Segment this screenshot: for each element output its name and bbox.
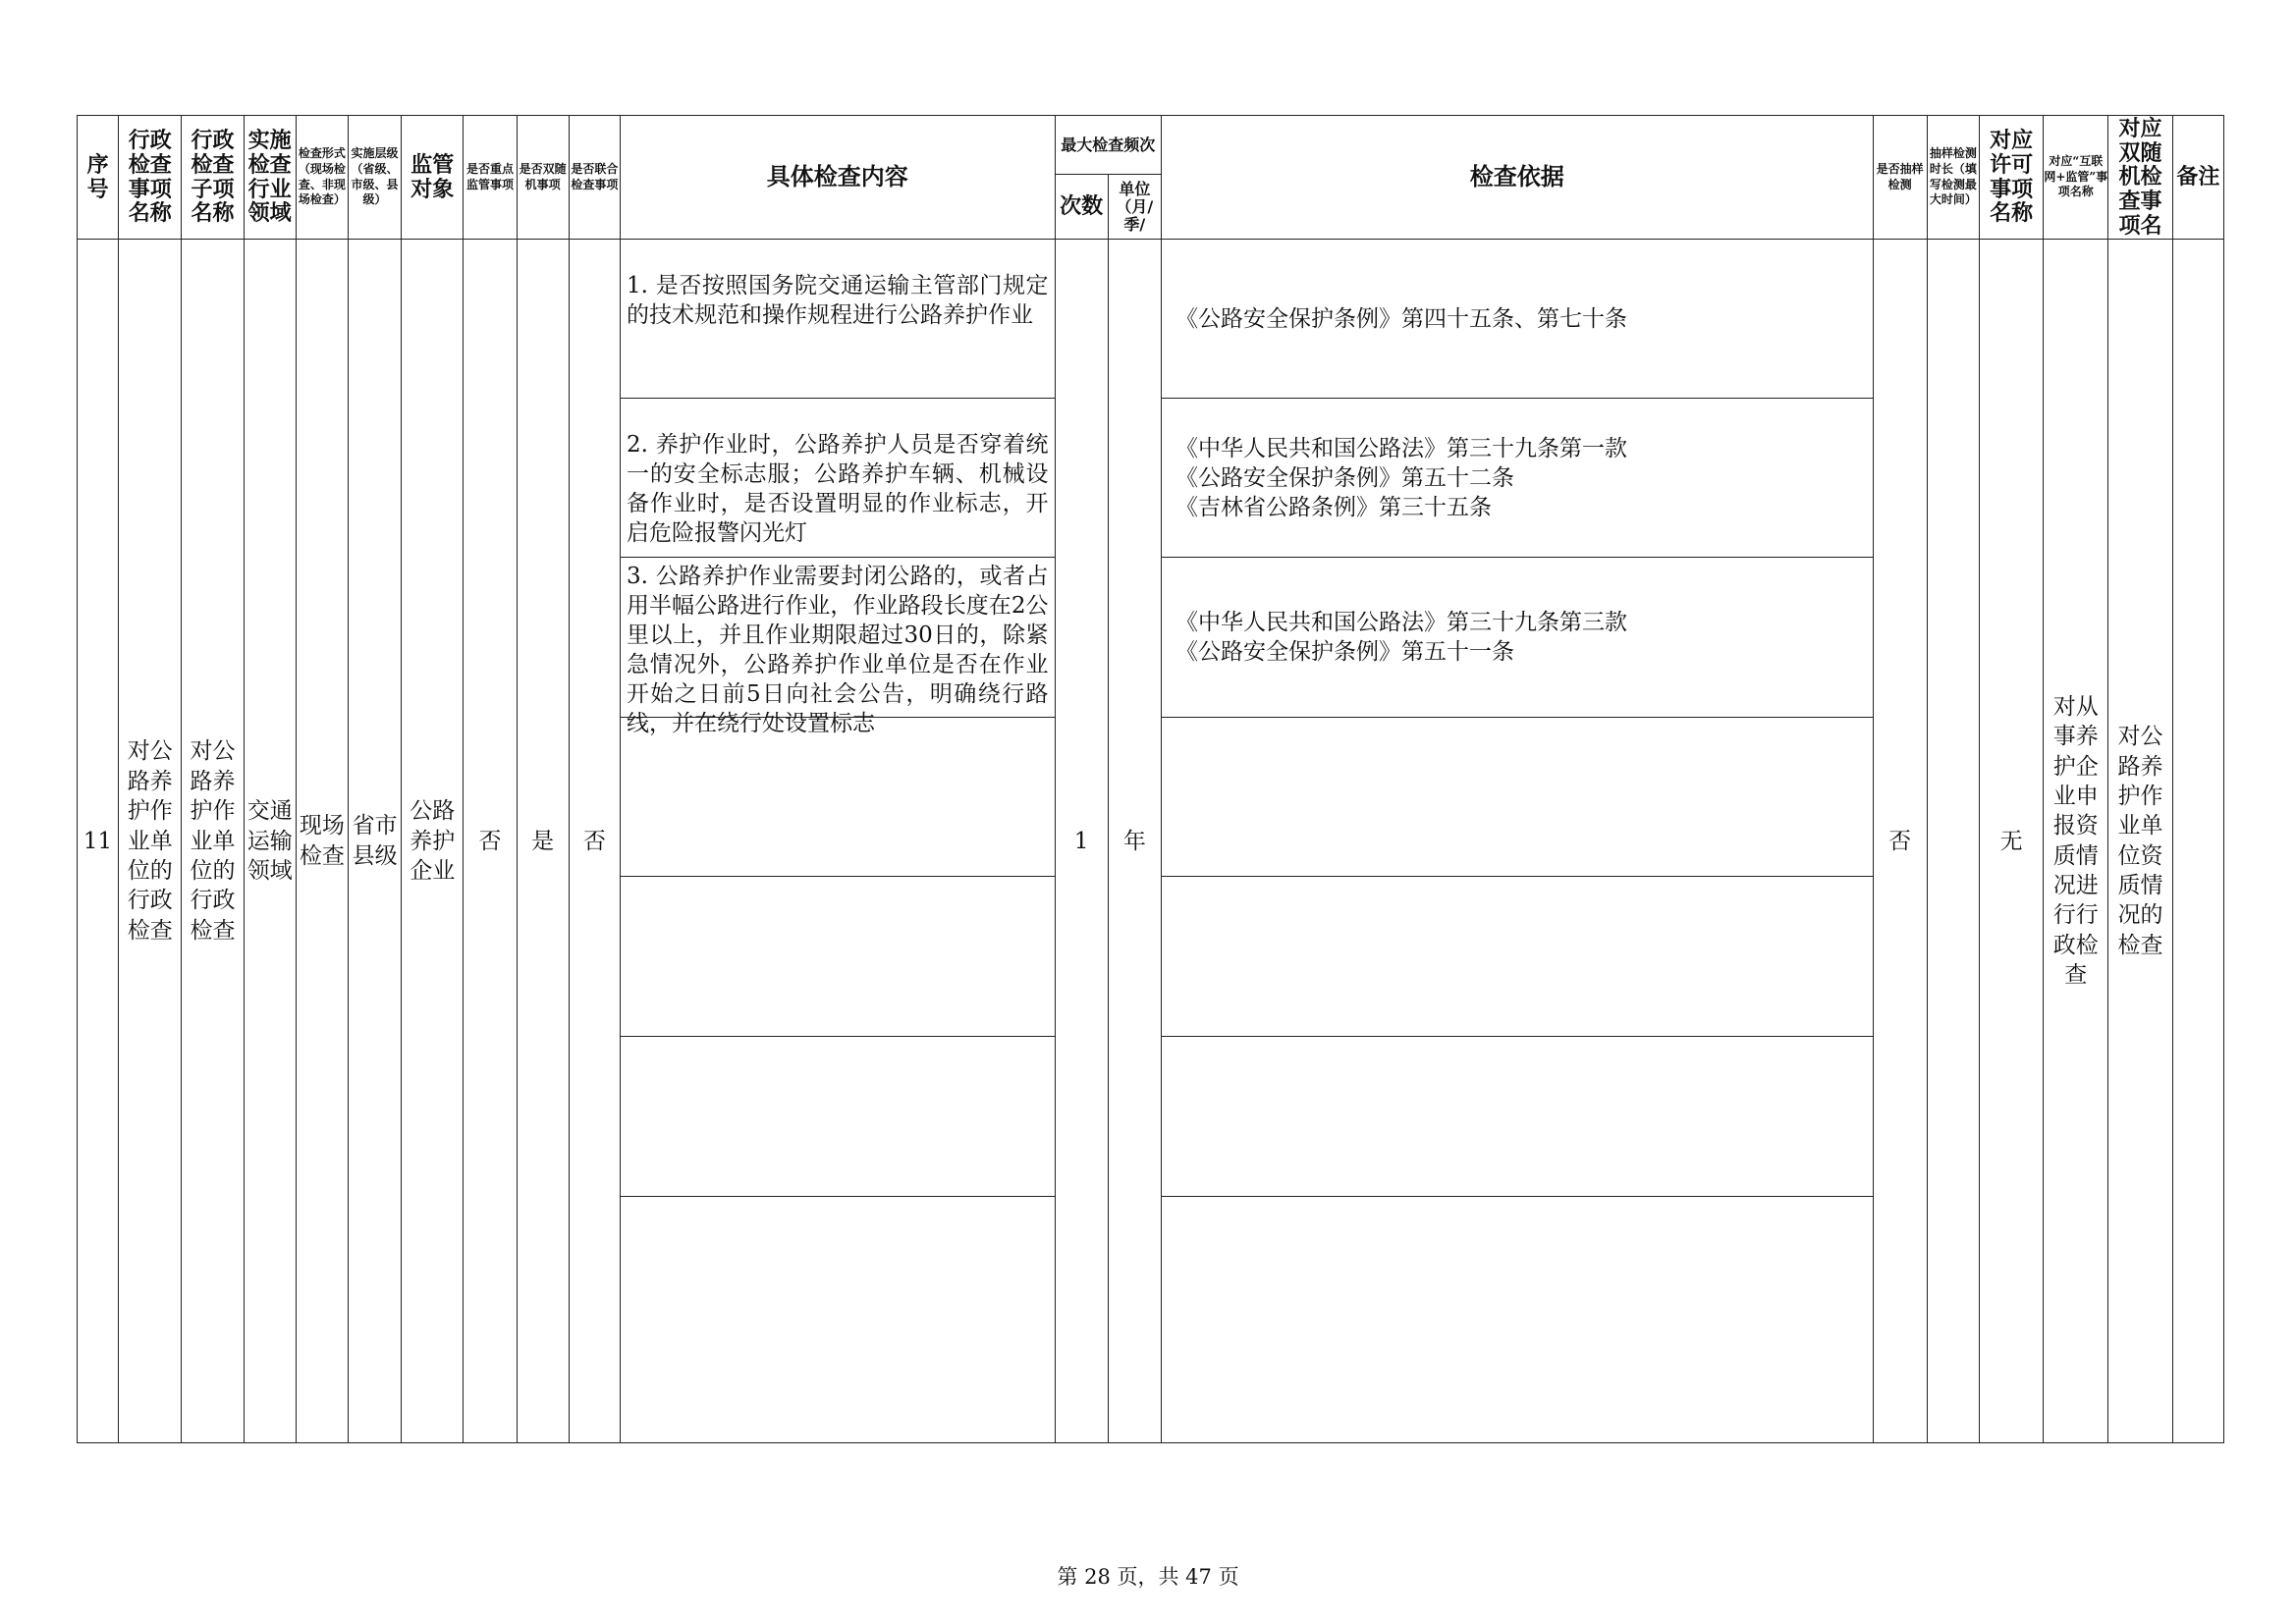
header-subitem-name: 行政检查子项名称 [182, 116, 244, 240]
row-joint-item: 否 [569, 240, 620, 1443]
basis-cell [1161, 240, 1873, 398]
basis-line: 《中华人民共和国公路法》第三十九条第一款 [1175, 435, 1627, 461]
basis-line: 《中华人民共和国公路法》第三十九条第三款 [1175, 610, 1627, 636]
header-target: 监管对象 [402, 116, 464, 240]
header-random-item: 是否双随机事项 [517, 116, 569, 240]
row-license: 无 [1979, 240, 2043, 1443]
content-cell [620, 240, 1055, 398]
header-remark: 备注 [2172, 116, 2223, 240]
content-text: 3. 公路养护作业需要封闭公路的，或者占用半幅公路进行作业，作业路段长度在2公里以上，并且作业期限超过30日的，除紧急情况外，公路养护作业单位是否在作业开始之日前5日向社会公告，明确绕行路线，并在绕行处设置标志 [626, 564, 1049, 737]
basis-cell [1161, 717, 1873, 876]
content-text: 1. 是否按照国务院交通运输主管部门规定的技术规范和操作规程进行公路养护作业 [626, 273, 1049, 329]
header-content: 具体检查内容 [620, 116, 1055, 240]
content-cell [620, 558, 1055, 737]
basis-line: 《公路安全保护条例》第四十五条、第七十条 [1175, 305, 1627, 332]
row-sampling-time [1927, 240, 1979, 1443]
page-footer: 第 28 页，共 47 页 [1057, 1565, 1239, 1589]
header-check-form: 检查形式（现场检查、非现场检查） [296, 116, 348, 240]
content-cell [620, 398, 1055, 557]
row-double-random: 对公路养护作业单位资质情况的检查 [2108, 240, 2172, 1443]
row-freq-count: 1 [1055, 240, 1108, 1443]
header-license: 对应许可事项名称 [1979, 116, 2043, 240]
header-seq: 序号 [78, 116, 119, 240]
row-subitem-name: 对公路养护作业单位的行政检查 [182, 240, 244, 1443]
content-text [621, 1197, 1055, 1354]
row-check-form: 现场检查 [296, 240, 348, 1443]
header-item-name: 行政检查事项名称 [119, 116, 182, 240]
content-text [621, 1037, 1055, 1194]
header-sampling-time: 抽样检测时长（填写检测最大时间） [1927, 116, 1979, 240]
header-industry: 实施检查行业领域 [244, 116, 296, 240]
header-level: 实施层级（省级、市级、县级） [348, 116, 401, 240]
row-industry: 交通运输领域 [244, 240, 296, 1443]
row-seq: 11 [78, 240, 119, 1443]
row-level: 省市县级 [348, 240, 401, 1443]
basis-cell [1161, 558, 1873, 717]
content-cell [620, 1197, 1055, 1443]
header-key-item: 是否重点监管事项 [464, 116, 517, 240]
row-target: 公路养护企业 [402, 240, 464, 1443]
content-text [621, 877, 1055, 1034]
row-key-item: 否 [464, 240, 517, 1443]
header-freq-unit: 单位（月/季/ [1108, 175, 1161, 240]
content-cell [620, 717, 1055, 876]
row-random-item: 是 [517, 240, 569, 1443]
content-cell [620, 877, 1055, 1036]
header-basis: 检查依据 [1161, 116, 1873, 240]
header-freq-count: 次数 [1055, 175, 1108, 240]
content-text [621, 718, 1055, 875]
header-double-random: 对应双随机检查事项名 [2108, 116, 2172, 240]
row-internet: 对从事养护企业申报资质情况进行行政检查 [2044, 240, 2108, 1443]
basis-cell [1161, 398, 1873, 557]
inspection-table [77, 115, 2224, 1443]
basis-line: 《公路安全保护条例》第五十二条 [1175, 464, 1514, 491]
header-sampling: 是否抽样检测 [1873, 116, 1927, 240]
row-remark [2172, 240, 2223, 1443]
basis-cell [1161, 1036, 1873, 1196]
basis-line: 《吉林省公路条例》第三十五条 [1175, 494, 1492, 520]
row-freq-unit: 年 [1108, 240, 1161, 1443]
header-joint-item: 是否联合检查事项 [569, 116, 620, 240]
header-internet: 对应“互联网+监管”事项名称 [2044, 116, 2108, 240]
content-cell [620, 1036, 1055, 1196]
row-item-name: 对公路养护作业单位的行政检查 [119, 240, 182, 1443]
basis-cell [1161, 877, 1873, 1036]
basis-cell [1161, 1197, 1873, 1443]
basis-line: 《公路安全保护条例》第五十一条 [1175, 639, 1514, 666]
header-max-freq: 最大检查频次 [1055, 116, 1161, 175]
row-sampling: 否 [1873, 240, 1927, 1443]
content-text: 2. 养护作业时，公路养护人员是否穿着统一的安全标志服；公路养护车辆、机械设备作业时，是否设置明显的作业标志，开启危险报警闪光灯 [626, 431, 1049, 546]
